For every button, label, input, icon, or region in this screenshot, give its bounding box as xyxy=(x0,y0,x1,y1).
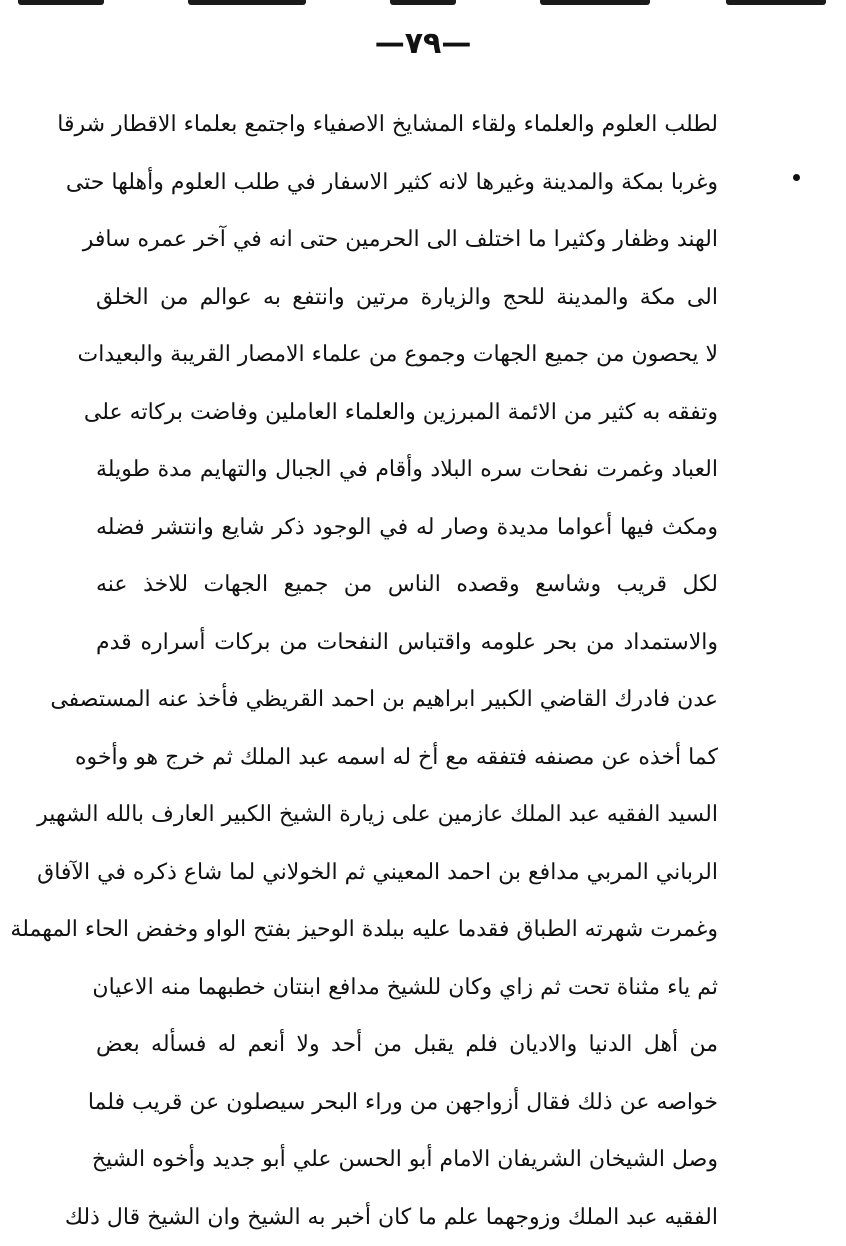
text-line: ثم ياء مثناة تحت ثم زاي وكان للشيخ مدافع ابنتان خطبهما منه الاعيان xyxy=(96,959,718,1017)
text-line: العباد وغمرت نفحات سره البلاد وأقام في الجبال والتهايم مدة طويلة xyxy=(96,441,718,499)
text-line: ومكث فيها أعواما مديدة وصار له في الوجود ذكر شايع وانتشر فضله xyxy=(96,499,718,557)
arabic-text-body xyxy=(96,96,718,1246)
text-line: وصل الشيخان الشريفان الامام أبو الحسن علي أبو جديد وأخوه الشيخ xyxy=(96,1131,718,1189)
text-line: الرباني المربي مدافع بن احمد المعيني ثم الخولاني لما شاع ذكره في الآفاق xyxy=(96,844,718,902)
text-line: الى مكة والمدينة للحج والزيارة مرتين وانتفع به عوالم من الخلق xyxy=(96,269,718,327)
text-line: كما أخذه عن مصنفه فتفقه مع أخ له اسمه عبد الملك ثم خرج هو وأخوه xyxy=(96,729,718,787)
text-line: وتفقه به كثير من الائمة المبرزين والعلماء العاملين وفاضت بركاته على xyxy=(96,384,718,442)
text-line: لطلب العلوم والعلماء ولقاء المشايخ الاصفياء واجتمع بعلماء الاقطار شرقا xyxy=(96,96,718,154)
text-line: عدن فادرك القاضي الكبير ابراهيم بن احمد القريظي فأخذ عنه المستصفى xyxy=(96,671,718,729)
text-line: لا يحصون من جميع الجهات وجموع من علماء الامصار القريبة والبعيدات xyxy=(96,326,718,384)
text-line: والاستمداد من بحر علومه واقتباس النفحات من بركات أسراره قدم xyxy=(96,614,718,672)
margin-dot-mark xyxy=(793,174,800,181)
text-line: خواصه عن ذلك فقال أزواجهن من وراء البحر سيصلون عن قريب فلما xyxy=(96,1074,718,1132)
text-line: وغمرت شهرته الطباق فقدما عليه ببلدة الوحيز بفتح الواو وخفض الحاء المهملة xyxy=(96,901,718,959)
text-line: السيد الفقيه عبد الملك عازمين على زيارة الشيخ الكبير العارف بالله الشهير xyxy=(96,786,718,844)
page-number: —٧٩— xyxy=(0,24,846,64)
text-line: لكل قريب وشاسع وقصده الناس من جميع الجهات للاخذ عنه xyxy=(96,556,718,614)
text-line: الفقيه عبد الملك وزوجهما علم ما كان أخبر به الشيخ وان الشيخ قال ذلك xyxy=(96,1189,718,1246)
text-line: الهند وظفار وكثيرا ما اختلف الى الحرمين حتى انه في آخر عمره سافر xyxy=(96,211,718,269)
top-edge-bar xyxy=(0,0,846,8)
text-line: وغربا بمكة والمدينة وغيرها لانه كثير الاسفار في طلب العلوم وأهلها حتى xyxy=(96,154,718,212)
text-line: من أهل الدنيا والاديان فلم يقبل من أحد ولا أنعم له فسأله بعض xyxy=(96,1016,718,1074)
